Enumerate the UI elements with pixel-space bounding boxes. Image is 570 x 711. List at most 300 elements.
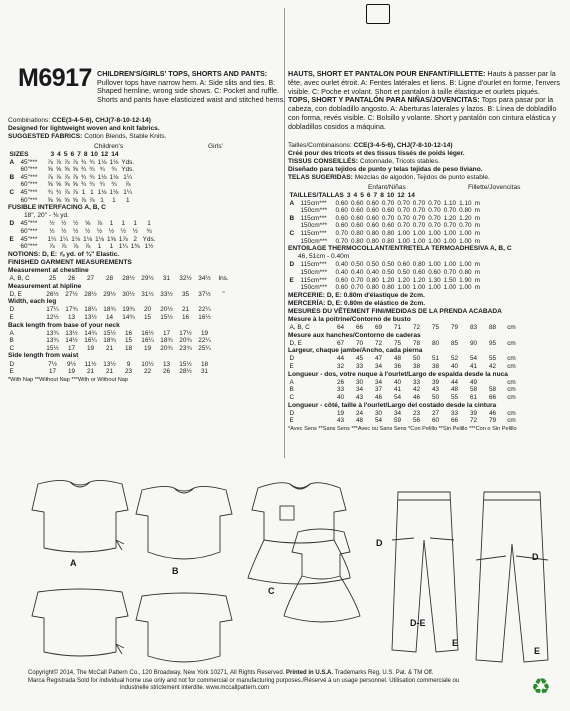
table-cell: 19 (336, 409, 345, 417)
table-cell: 1 (133, 220, 137, 228)
table-cell: 13¾ (46, 329, 59, 337)
view-letter: A, B, C (289, 324, 310, 332)
table-cell: 1¼ (59, 235, 69, 243)
size-cell: 10 (386, 192, 395, 199)
table-cell: 1.00 (412, 237, 426, 245)
table-cell: 34 (393, 409, 402, 417)
table-cell: 28½ (179, 368, 192, 376)
footer-line-2: Marca Registrada Sold for individual home use only and not for commercial or manufacturing purposes./Réservé à un usage personnel. Utilisation commerciale ou (28, 677, 460, 684)
fabric-width: 150cm*** (300, 268, 328, 276)
fillette-group-label: Fillette/Jovencitas (468, 184, 521, 191)
table-cell: 1 (109, 243, 114, 251)
table-cell: 51 (431, 355, 440, 363)
table-cell: 36 (393, 363, 402, 371)
table-cell: 1.00 (459, 229, 472, 237)
table-cell: 72 (412, 324, 421, 332)
table-cell: m (474, 229, 480, 237)
table-cell: 58 (488, 386, 497, 394)
table-cell: 42 (488, 363, 497, 371)
size-cell: 14 (111, 151, 119, 158)
table-cell: 20 (143, 306, 152, 314)
table-cell: ⅝ (64, 181, 70, 189)
table-cell: 0.70 (412, 222, 426, 230)
table-cell: 34½ (198, 275, 211, 282)
table-cell: 23 (412, 409, 421, 417)
table-cell: m (474, 207, 480, 215)
table-cell: 13½ (84, 313, 97, 321)
view-letter: B (9, 173, 15, 181)
children-group-label: Children's (94, 143, 124, 150)
table-cell: ⅞ (64, 158, 70, 166)
table-cell: 27½ (65, 290, 78, 298)
table-cell: ⅞ (47, 158, 53, 166)
table-cell: 18¾ (160, 337, 173, 345)
table-cell: 38 (431, 363, 440, 371)
table-cell: ⅞ (80, 196, 87, 204)
table-cell: 66 (450, 417, 459, 425)
table-cell: 39 (469, 409, 478, 417)
fabric-width: 60"*** (20, 166, 38, 174)
table-cell: 80 (431, 339, 440, 347)
table-cell: 79 (488, 417, 497, 425)
fabric-width: 150cm*** (300, 237, 328, 245)
table-cell: 54 (374, 417, 383, 425)
right-combinations-value: CCE(3-4-5-6), CHJ(7-8-10-12-14) (353, 142, 453, 149)
table-cell: ½ (49, 227, 55, 235)
fabrics-es: Mezclas de algodón, Tejidos de punto estable. (354, 174, 490, 182)
table-cell: ⅝ (47, 166, 53, 174)
table-cell: cm (507, 386, 516, 394)
table-cell: 1.00 (412, 229, 426, 237)
size-cell: 4 (57, 151, 61, 158)
table-cell: 1.30 (428, 276, 441, 284)
view-letter: E (9, 313, 14, 321)
table-cell: ⅞ (125, 181, 131, 189)
view-c-front-drawing (248, 483, 350, 584)
table-cell: 1 (90, 188, 94, 196)
table-cell: 1.00 (443, 237, 457, 245)
table-cell: 79 (450, 324, 459, 332)
view-letter: A, B, C (9, 275, 30, 282)
table-cell: 18¾ (103, 306, 116, 314)
fabric-width: 115cm*** (300, 199, 327, 207)
table-cell: 0.80 (366, 229, 379, 237)
table-cell: 7½ (48, 360, 57, 368)
table-cell: 1 (125, 196, 130, 204)
table-cell: 1⅛ (97, 188, 107, 196)
table-cell: 0.60 (350, 214, 364, 222)
table-cell: 16½ (141, 329, 154, 337)
table-cell: 60 (431, 417, 440, 425)
spanish-body: Tops para pasar por la cabeza, con dobladillo angosto. A: Aberturas laterales y lazos. B: Línea de dobladillo con forma, revés visible. C: Bolsillo y volante. Short y pantalón con cintura elástica y dobladillos cosidos a máquina. (288, 95, 557, 131)
table-cell: 0.70 (335, 229, 348, 237)
view-a-label: A (70, 558, 77, 568)
table-cell: 15½ (160, 313, 173, 321)
table-cell: 0.60 (335, 199, 348, 207)
table-cell: ¾ (80, 173, 87, 181)
table-cell: 1¼ (47, 235, 57, 243)
view-letter: D (9, 306, 15, 314)
table-cell: 0.70 (397, 207, 410, 215)
table-cell: ⅝ (55, 166, 62, 174)
table-cell: m (474, 199, 480, 207)
table-cell: 33 (336, 386, 345, 394)
table-cell: 0.60 (428, 268, 441, 276)
table-cell: 9½ (67, 360, 76, 368)
table-cell: 16¼ (141, 337, 154, 345)
fusible-label: FUSIBLE INTERFACING A, B, C (8, 204, 106, 212)
table-cell: ½ (49, 220, 55, 228)
view-letter: D, E (9, 290, 22, 298)
table-cell: 18 (124, 344, 133, 352)
table-cell: ⅞ (55, 173, 62, 181)
table-cell: 72 (374, 339, 383, 347)
table-cell: 1.00 (428, 284, 441, 292)
table-cell: 21 (181, 306, 190, 314)
fabric-width: 45"*** (20, 173, 38, 181)
size-cell: 5 (360, 192, 364, 199)
fabric-width: 45"*** (20, 188, 38, 196)
view-e-label-left: E (452, 638, 459, 648)
table-cell: cm (507, 363, 516, 371)
table-cell: 12½ (46, 313, 59, 321)
fabric-width: 60"*** (20, 243, 38, 251)
table-cell: 1.20 (459, 214, 472, 222)
table-cell: ⅝ (84, 220, 91, 228)
table-cell: 83 (469, 324, 478, 332)
table-cell: ⅝ (72, 196, 78, 204)
size-cell: 8 (380, 192, 384, 199)
table-cell: 1⅞ (118, 235, 128, 243)
table-cell: ⅝ (64, 166, 70, 174)
table-cell: cm (507, 339, 516, 347)
size-cell: 12 (100, 151, 109, 158)
footer-line-3: industrielle strictement interdite. www.mccallpattern.com (120, 685, 270, 692)
table-cell: ⅞ (72, 188, 78, 196)
table-cell: 41 (393, 386, 402, 394)
table-cell: 26½ (46, 290, 59, 298)
table-cell: 32 (336, 363, 345, 371)
table-cell: ⅝ (47, 196, 53, 204)
table-cell: 17 (67, 344, 76, 352)
fabric-width: 150cm*** (300, 222, 328, 230)
table-cell: 0.70 (428, 222, 441, 230)
table-cell: 52 (450, 355, 459, 363)
table-cell: 18¾ (103, 337, 116, 345)
suggested-label: SUGGESTED FABRICS: (8, 133, 83, 141)
size-label: TAILLES/TALLAS (289, 192, 344, 199)
table-cell: 0.40 (350, 268, 364, 276)
table-cell: ⅞ (72, 158, 78, 166)
table-cell: 1 (100, 196, 104, 204)
view-d-e-pants-drawing (392, 492, 548, 662)
table-cell: 33 (355, 363, 364, 371)
table-cell: 19 (143, 344, 152, 352)
table-cell: ⅞ (55, 158, 62, 166)
table-cell: 34 (355, 386, 364, 394)
combinations-value: CCE(3-4-5-6), CHJ(7-8-10-12-14) (52, 117, 151, 124)
table-cell: 67 (336, 339, 345, 347)
table-cell: 1½ (144, 243, 154, 251)
table-cell: 14¾ (122, 313, 135, 321)
view-d-label-left: D (376, 538, 383, 548)
table-cell: 1.00 (397, 229, 410, 237)
table-cell: 25 (48, 275, 57, 282)
right-combinations-label: Tailles/Combinaisons: (288, 142, 352, 149)
table-cell: m (474, 222, 480, 230)
table-cell: ¾ (80, 158, 87, 166)
table-cell: 44 (336, 355, 345, 363)
view-b-top-drawing (136, 486, 232, 559)
table-cell: 48 (393, 355, 402, 363)
table-cell: 1.00 (397, 237, 410, 245)
table-cell: 0.70 (443, 222, 457, 230)
table-cell: ⅞ (47, 173, 53, 181)
table-cell: 1⅛ (71, 235, 81, 243)
table-cell: 1¼ (118, 243, 128, 251)
table-cell: 0.40 (335, 261, 348, 269)
spanish-title: TOPS, SHORT Y PANTALÓN PARA NIÑAS/JOVENCITAS: (288, 95, 480, 105)
table-cell: m (474, 261, 480, 269)
table-cell: Yds. (121, 166, 135, 174)
designed-fr: Créé pour des tricots et des tissus tissés de poids léger. (288, 150, 465, 158)
fabric-width: 60"*** (20, 196, 38, 204)
table-cell: 1.00 (459, 237, 472, 245)
table-cell: 0.80 (459, 268, 472, 276)
table-cell: 13 (67, 313, 76, 321)
table-cell: 40 (393, 378, 402, 386)
table-cell: 72 (469, 417, 478, 425)
table-cell: 29½ (141, 275, 154, 282)
fabric-width: 115cm*** (300, 214, 327, 222)
table-cell: 13½ (65, 329, 78, 337)
table-cell: 66 (488, 393, 497, 401)
view-letter: E (9, 235, 14, 243)
table-cell: 23¾ (179, 344, 192, 352)
table-cell: 17½ (179, 329, 192, 337)
table-cell: 1.20 (443, 214, 457, 222)
size-cell: 12 (397, 192, 405, 199)
view-letter: A (9, 329, 14, 337)
table-cell: m (474, 284, 480, 292)
table-cell: 0.40 (335, 268, 348, 276)
view-letter: C (289, 393, 295, 401)
table-cell: 31 (200, 368, 209, 376)
table-cell: 14¾ (84, 329, 97, 337)
table-cell: ½ (61, 220, 67, 228)
fabric-width: 150cm*** (300, 284, 328, 292)
table-cell: 16½ (198, 313, 211, 321)
right-fusible-row: 46, 51cm - 0.40m (298, 253, 350, 261)
table-cell: 18¼ (84, 306, 97, 314)
table-cell: 16 (124, 329, 133, 337)
english-body: Pullover tops have narrow hem. A: Side slits and ties. B: Shaped hemline, wrong side shows. C: Pocket and ruffle. Shorts and pants have elasticized waist and stitched hems. (97, 77, 286, 104)
table-cell: 27 (86, 275, 95, 282)
table-cell: 1⅝ (106, 235, 116, 243)
table-cell: ⅞ (84, 243, 91, 251)
table-cell: 0.70 (397, 199, 410, 207)
table-cell: 0.50 (350, 261, 364, 269)
table-cell: 50 (412, 355, 421, 363)
table-cell: ⅝ (47, 181, 53, 189)
fabric-width: 115cm*** (300, 261, 327, 269)
table-cell: 0.80 (366, 276, 379, 284)
view-a-top-drawing (32, 480, 128, 552)
table-cell: 0.80 (350, 237, 364, 245)
table-cell: 0.70 (443, 268, 457, 276)
size-cell: 6 (366, 192, 371, 199)
table-cell: Yds. (121, 158, 135, 166)
nap-footnote: *With Nap **Without Nap ***With or Without Nap (8, 376, 129, 383)
table-cell: 29½ (103, 290, 116, 298)
table-cell: ½ (73, 220, 79, 228)
size-cell: 4 (353, 192, 358, 199)
table-cell: 13 (162, 360, 171, 368)
table-cell: 0.40 (366, 268, 379, 276)
copyright-text: Copyright© 2014, The McCall Pattern Co., 120 Broadway, New York 10271, All Rights Reserved. (28, 670, 285, 676)
table-cell: 1⅜ (130, 243, 140, 251)
table-cell: m (474, 237, 480, 245)
view-b-back-drawing (136, 593, 232, 662)
table-cell: cm (507, 409, 516, 417)
right-nap-footnote: *Avec Sens **Sans Sens ***Avec ou Sans Sens *Con Pelillo **Sin Pelillo ***Con o Sin Pelillo (288, 425, 517, 432)
table-cell: 45 (355, 355, 364, 363)
table-cell: Ins. (218, 275, 229, 282)
table-cell: 0.80 (366, 284, 379, 292)
table-cell: 2 (133, 235, 137, 243)
table-cell: 27 (431, 409, 440, 417)
table-cell: 19¾ (122, 306, 135, 314)
table-cell: 17 (48, 368, 57, 376)
table-cell: ½ (120, 227, 126, 235)
table-cell: 15½ (46, 344, 59, 352)
fabric-width: 45"*** (20, 158, 38, 166)
recycle-icon: ♻ (531, 674, 551, 699)
table-cell: ¾ (80, 166, 87, 174)
table-cell: 0.60 (366, 214, 379, 222)
table-cell: 32½ (179, 275, 192, 282)
table-cell: ¾ (47, 188, 53, 196)
table-cell: 1¼ (123, 188, 133, 196)
table-cell: 13¾ (46, 337, 59, 345)
table-cell: 1⅛ (97, 173, 107, 181)
table-cell: 37½ (198, 290, 211, 298)
measure-group-label: Longueur - dos, votre nuque à l'ourlet/Largo de espalda desde la nuca (288, 370, 508, 378)
fabric-width: 115cm*** (300, 276, 327, 284)
table-cell: 0.60 (366, 199, 379, 207)
table-cell: 1.00 (428, 261, 441, 269)
size-cell: 6 (70, 151, 75, 158)
table-cell: ⅞ (96, 220, 103, 228)
table-cell: 1.90 (459, 276, 472, 284)
table-cell: 30 (355, 378, 364, 386)
table-cell: 1.00 (459, 284, 472, 292)
table-cell: 40 (450, 363, 459, 371)
table-cell: 9 (126, 360, 131, 368)
table-cell: 0.70 (443, 207, 457, 215)
measure-group-label: Mesure aux hanches/Contorno de caderas (288, 331, 421, 339)
table-cell: ¾ (55, 188, 62, 196)
view-letter: C (9, 344, 15, 352)
table-cell: 11½ (84, 360, 97, 368)
view-letter: E (289, 417, 294, 425)
table-cell: 0.70 (459, 222, 472, 230)
table-cell: 1 (97, 243, 102, 251)
table-cell: 48 (450, 386, 459, 394)
table-cell: 17¾ (65, 306, 78, 314)
table-cell: 1⅛ (109, 188, 119, 196)
view-letter: E (289, 363, 294, 371)
table-cell: ⅞ (72, 173, 78, 181)
view-letter: A (289, 378, 294, 386)
size-label: SIZES (9, 151, 29, 158)
table-cell: 0.70 (381, 199, 395, 207)
measure-group-label: Mesure à la poitrine/Contorno de busto (288, 316, 411, 323)
right-measure-title: MESURES DU VÊTEMENT FINI/MEDIDAS DE LA PRENDA ACABADA (288, 307, 502, 315)
table-cell: 1¼ (123, 173, 133, 181)
table-cell: 0.50 (366, 261, 379, 269)
table-cell: cm (507, 355, 516, 363)
designed-es: Diseñado para tejidos de punto y telas tejidas de peso liviano. (288, 166, 483, 174)
table-cell: 15 (124, 337, 133, 345)
table-cell: 1.00 (459, 261, 472, 269)
finished-measure-title: FINISHED GARMENT MEASUREMENTS (8, 258, 132, 266)
size-cell: 7 (77, 151, 81, 158)
table-cell: ⅝ (55, 196, 62, 204)
table-cell: 1⅛ (97, 158, 107, 166)
table-cell: 1.00 (443, 229, 457, 237)
view-letter: D (9, 360, 15, 368)
view-letter: B (289, 386, 294, 394)
table-cell: 14½ (65, 337, 78, 345)
table-cell: 0.70 (397, 214, 410, 222)
table-cell: 0.60 (366, 222, 379, 230)
table-cell: 22¼ (198, 337, 211, 345)
table-cell: 33½ (160, 290, 173, 298)
french-body: Hauts à passer par la tête, avec ourlet étroit. A: Fentes latérales et liens. B: Ligne d'ourlet en forme, l'envers visible. C: Poche et volant. Short et pantalon à taille élastique et ourlets piqués. (288, 69, 561, 96)
size-cell: 8 (83, 151, 88, 158)
view-letter: D (289, 261, 295, 269)
table-cell: 19 (200, 329, 209, 337)
table-cell: 1.00 (443, 261, 457, 269)
table-cell: 1⅛ (83, 235, 93, 243)
table-cell: 0.60 (381, 207, 395, 215)
table-cell: 48 (355, 417, 364, 425)
table-cell: ½ (96, 227, 103, 235)
table-cell: 1 (147, 220, 151, 228)
table-cell: ¾ (89, 166, 95, 174)
view-letter: D, E (289, 339, 302, 347)
view-de-label: D-E (410, 618, 426, 628)
measure-group-label: Width, each leg (8, 298, 57, 306)
table-cell: 42 (412, 386, 421, 394)
table-cell: cm (507, 393, 516, 401)
table-cell: 0.60 (350, 207, 364, 215)
girls-group-label: Girls' (208, 143, 223, 150)
table-cell: 0.80 (366, 237, 379, 245)
table-cell: 0.60 (397, 261, 410, 269)
table-cell: 0.70 (397, 222, 410, 230)
table-cell: 35 (181, 290, 190, 298)
table-cell: 1⅛ (109, 173, 119, 181)
table-cell: 17¼ (46, 306, 59, 314)
french-title: HAUTS, SHORT ET PANTALON POUR ENFANT/FILLETTE: (288, 69, 486, 78)
table-cell: 0.70 (428, 199, 441, 207)
table-cell: 20½ (160, 306, 173, 314)
table-cell: 69 (374, 324, 383, 332)
table-cell: 59 (393, 417, 402, 425)
table-cell: 10½ (141, 360, 154, 368)
